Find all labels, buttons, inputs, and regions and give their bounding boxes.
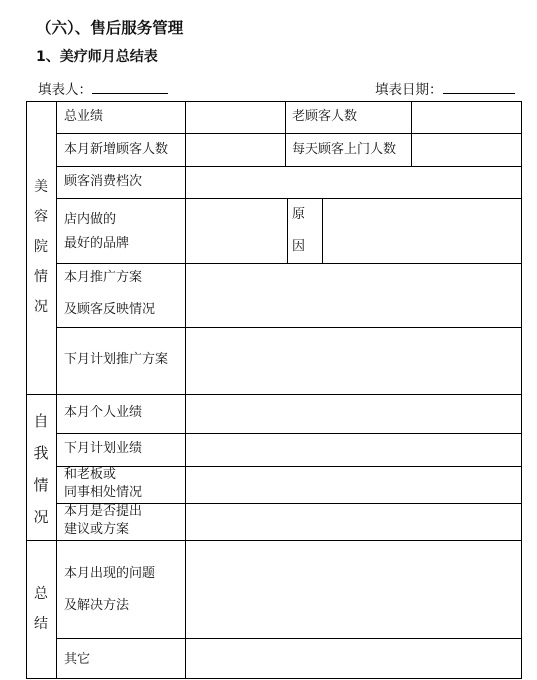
label-next-performance: 下月计划业绩	[64, 441, 143, 456]
label-relations-1: 和老板或	[64, 467, 117, 482]
group-self: 自 我 情 况	[33, 412, 49, 526]
date-label: 填表日期：	[375, 82, 443, 98]
label-total-performance: 总业绩	[64, 109, 104, 124]
section-title: （六）、售后服务管理	[36, 19, 184, 37]
label-old-customers: 老顾客人数	[292, 109, 358, 124]
label-reason-1: 原	[292, 207, 306, 222]
label-proposal-1: 本月是否提出	[64, 504, 143, 519]
label-best-brand-2: 最好的品牌	[64, 236, 130, 251]
form-subtitle: 1、美疗师月总结表	[36, 49, 158, 65]
date-field	[375, 78, 515, 98]
label-promo-plan-1: 本月推广方案	[64, 270, 143, 285]
label-problems-1: 本月出现的问题	[64, 566, 156, 581]
label-personal-performance: 本月个人业绩	[64, 405, 143, 420]
label-relations-2: 同事相处情况	[64, 485, 143, 500]
label-other: 其它	[64, 652, 91, 667]
label-daily-visitors: 每天顾客上门人数	[292, 142, 397, 157]
label-promo-plan-2: 及顾客反映情况	[64, 302, 156, 317]
filler-label: 填表人：	[38, 82, 92, 98]
label-next-promo: 下月计划推广方案	[64, 352, 169, 367]
label-new-customers: 本月新增顾客人数	[64, 142, 169, 157]
filler-blank[interactable]	[92, 81, 168, 94]
label-reason-2: 因	[292, 239, 306, 254]
group-beauty-salon: 美 容 院 情 况	[34, 179, 48, 315]
label-problems-2: 及解决方法	[64, 598, 130, 613]
label-proposal-2: 建议或方案	[64, 522, 130, 537]
date-blank[interactable]	[443, 81, 515, 94]
group-summary: 总 结	[34, 586, 48, 632]
label-best-brand-1: 店内做的	[64, 212, 117, 227]
filler-field	[38, 78, 168, 98]
label-consumption-level: 顾客消费档次	[64, 174, 143, 189]
